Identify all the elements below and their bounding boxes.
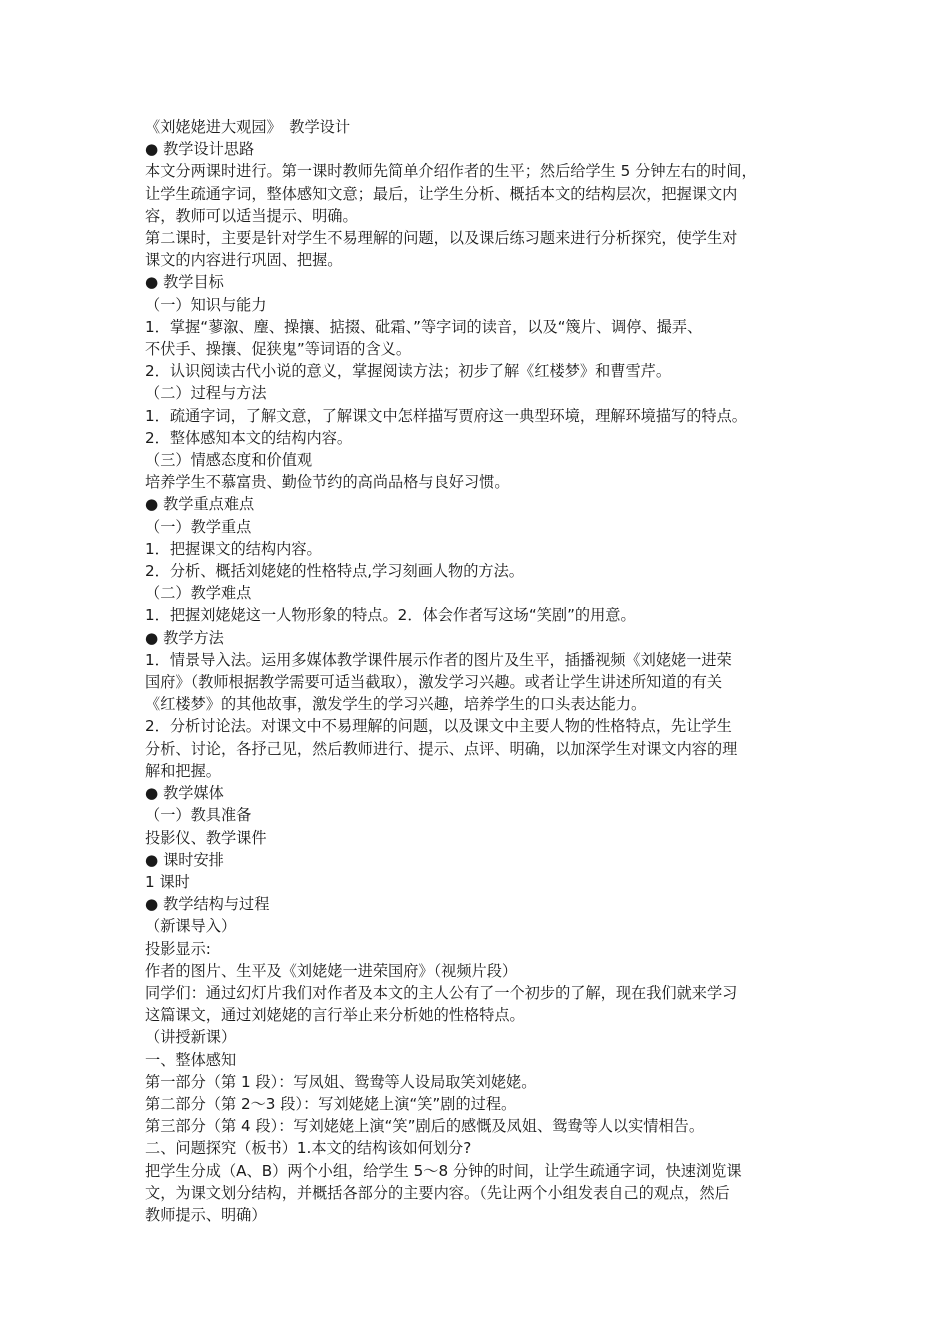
text-line: （新课导入） <box>145 917 237 936</box>
text-line: 第二部分（第 2～3 段）：写刘姥姥上演“笑”剧的过程。 <box>145 1094 517 1113</box>
text-line: 1．掌握“蓼溆、麈、操攘、掂掇、砒霜、”等字词的读音，以及“篾片、调停、撮弄、 <box>145 317 703 336</box>
text-line: （一）知识与能力 <box>145 295 267 314</box>
section-heading: ● 教学设计思路 <box>145 140 255 159</box>
text-line: 作者的图片、生平及《刘姥姥一进荣国府》（视频片段） <box>145 961 518 980</box>
text-line: 1．疏通字词，了解文意，了解课文中怎样描写贾府这一典型环境，理解环境描写的特点。 <box>145 406 747 425</box>
section-heading: ● 教学方法 <box>145 628 224 647</box>
text-line: 二、问题探究（板书）1.本文的结构该如何划分? <box>145 1139 472 1158</box>
text-line: 1 课时 <box>145 872 190 891</box>
section-heading: ● 教学目标 <box>145 273 224 292</box>
text-line: 1．把握刘姥姥这一人物形象的特点。2．体会作者写这场“笑剧”的用意。 <box>145 606 636 625</box>
text-line: 《刘姥姥进大观园》 教学设计 <box>145 118 351 136</box>
text-line: 把学生分成（A、B）两个小组，给学生 5～8 分钟的时间，让学生疏通字词，快速浏览课 <box>145 1161 742 1180</box>
text-line: 文，为课文划分结构，并概括各部分的主要内容。（先让两个小组发表自己的观点，然后 <box>145 1183 730 1202</box>
text-line: 这篇课文，通过刘姥姥的言行举止来分析她的性格特点。 <box>145 1006 525 1025</box>
text-line: 本文分两课时进行。第一课时教师先简单介绍作者的生平；然后给学生 5 分钟左右的时间， <box>145 162 757 181</box>
text-line: 2．分析讨论法。对课文中不易理解的问题，以及课文中主要人物的性格特点，先让学生 <box>145 717 732 736</box>
text-line: 《红楼梦》的其他故事，激发学生的学习兴趣，培养学生的口头表达能力。 <box>145 695 647 714</box>
text-line: （一）教学重点 <box>145 517 252 536</box>
section-heading: ● 教学结构与过程 <box>145 895 270 914</box>
text-line: 培养学生不慕富贵、勤俭节约的高尚品格与良好习惯。 <box>145 473 510 492</box>
text-line: （三）情感态度和价值观 <box>145 451 313 470</box>
text-line: 2．分析、概括刘姥姥的性格特点,学习刻画人物的方法。 <box>145 562 524 581</box>
text-line: 教师提示、明确） <box>145 1205 267 1224</box>
text-line: 第二课时，主要是针对学生不易理解的问题，以及课后练习题来进行分析探究，使学生对 <box>145 229 738 248</box>
text-line: 2．认识阅读古代小说的意义，掌握阅读方法；初步了解《红楼梦》和曹雪芹。 <box>145 362 672 381</box>
text-line: 第一部分（第 1 段）：写凤姐、鸳鸯等人设局取笑刘姥姥。 <box>145 1072 537 1091</box>
text-line: 1．把握课文的结构内容。 <box>145 539 322 558</box>
text-line: 同学们：通过幻灯片我们对作者及本文的主人公有了一个初步的了解，现在我们就来学习 <box>145 983 738 1002</box>
text-line: 不伏手、操攘、促狭鬼”等词语的含义。 <box>145 340 412 359</box>
text-line: （二）教学难点 <box>145 584 252 603</box>
text-line: 1．情景导入法。运用多媒体教学课件展示作者的图片及生平，插播视频《刘姥姥一进荣 <box>145 650 732 669</box>
text-line: 第三部分（第 4 段）：写刘姥姥上演“笑”剧后的感慨及凤姐、鸳鸯等人以实情相告。 <box>145 1117 705 1136</box>
text-line: 容，教师可以适当提示、明确。 <box>145 206 358 225</box>
text-line: 国府》（教师根据教学需要可适当截取），激发学习兴趣。或者让学生讲述所知道的有关 <box>145 673 723 692</box>
section-heading: ● 教学重点难点 <box>145 495 255 514</box>
text-line: 课文的内容进行巩固、把握。 <box>145 251 343 270</box>
text-line: 2．整体感知本文的结构内容。 <box>145 428 353 447</box>
text-line: （一）教具准备 <box>145 806 252 825</box>
section-heading: ● 课时安排 <box>145 850 224 869</box>
section-heading: ● 教学媒体 <box>145 784 224 803</box>
text-line: 一、整体感知 <box>145 1050 237 1069</box>
text-line: 投影显示: <box>145 939 211 958</box>
text-line: 分析、讨论，各抒己见，然后教师进行、提示、点评、明确，以加深学生对课文内容的理 <box>145 739 738 758</box>
text-line: 投影仪、教学课件 <box>145 828 267 847</box>
text-line: 解和把握。 <box>145 761 221 780</box>
text-line: （讲授新课） <box>145 1028 237 1047</box>
document-page <box>145 116 815 1226</box>
text-line: 让学生疏通字词，整体感知文意；最后，让学生分析、概括本文的结构层次，把握课文内 <box>145 184 738 203</box>
text-line: （二）过程与方法 <box>145 384 267 403</box>
